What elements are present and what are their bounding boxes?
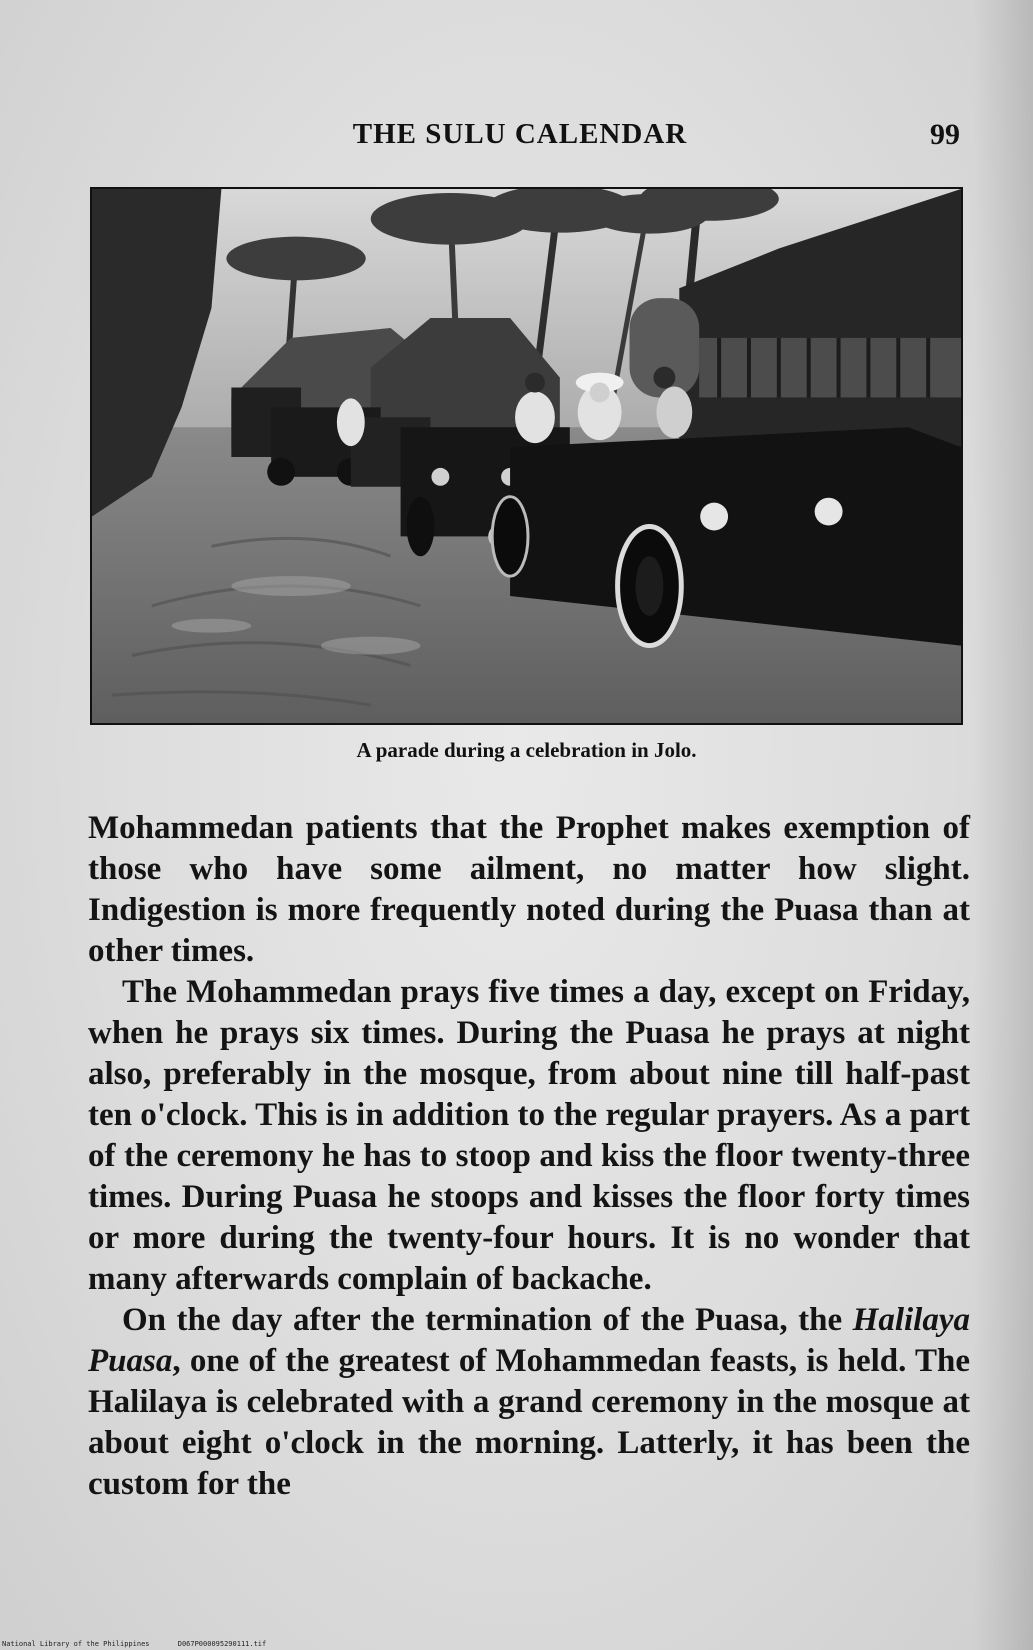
- paragraph-3-start: On the day after the termination of the Puasa, the: [122, 1302, 853, 1338]
- scan-file: D067P000095290111.tif: [177, 1640, 267, 1648]
- scan-footer: [2, 1640, 290, 1648]
- scan-source: National Library of the Philippines: [2, 1640, 150, 1648]
- page-number: 99: [930, 118, 960, 151]
- parade-photo-image: [92, 189, 961, 723]
- running-title: THE SULU CALENDAR: [352, 118, 688, 150]
- figure-caption: A parade during a celebration in Jolo.: [356, 738, 697, 762]
- paragraph-1: Mohammedan patients that the Prophet makes exemption of those who have some ailment, no matter how slight. Indigestion is more frequently noted during the Puasa than at other times.: [88, 810, 970, 969]
- page-edge-shadow: [973, 0, 1033, 1650]
- paragraph-2: The Mohammedan prays five times a day, except on Friday, when he prays six times. During the Puasa he prays at night also, preferably in the mosque, from about nine till half-past ten o'clock. This is in addition to the regular prayers. As a part of the ceremony he has to stoop and kiss the floor twenty-three times. During Puasa he stoops and kisses the floor forty times or more during the twenty-four hours. It is no wonder that many afterwards complain of backache.: [88, 974, 970, 1297]
- paragraph-3: [88, 1300, 970, 1505]
- body-text: [88, 808, 970, 1505]
- parade-photograph: [90, 187, 963, 725]
- running-head: [80, 118, 960, 158]
- italic-term: Halilaya Puasa: [88, 1302, 970, 1379]
- paragraph-3-end: , one of the greatest of Mohammedan feasts, is held. The Halilaya is celebrated with a grand ceremony in the mosque at about eight o'clock in the morning. Latterly, it has been the custom for the: [88, 1343, 970, 1502]
